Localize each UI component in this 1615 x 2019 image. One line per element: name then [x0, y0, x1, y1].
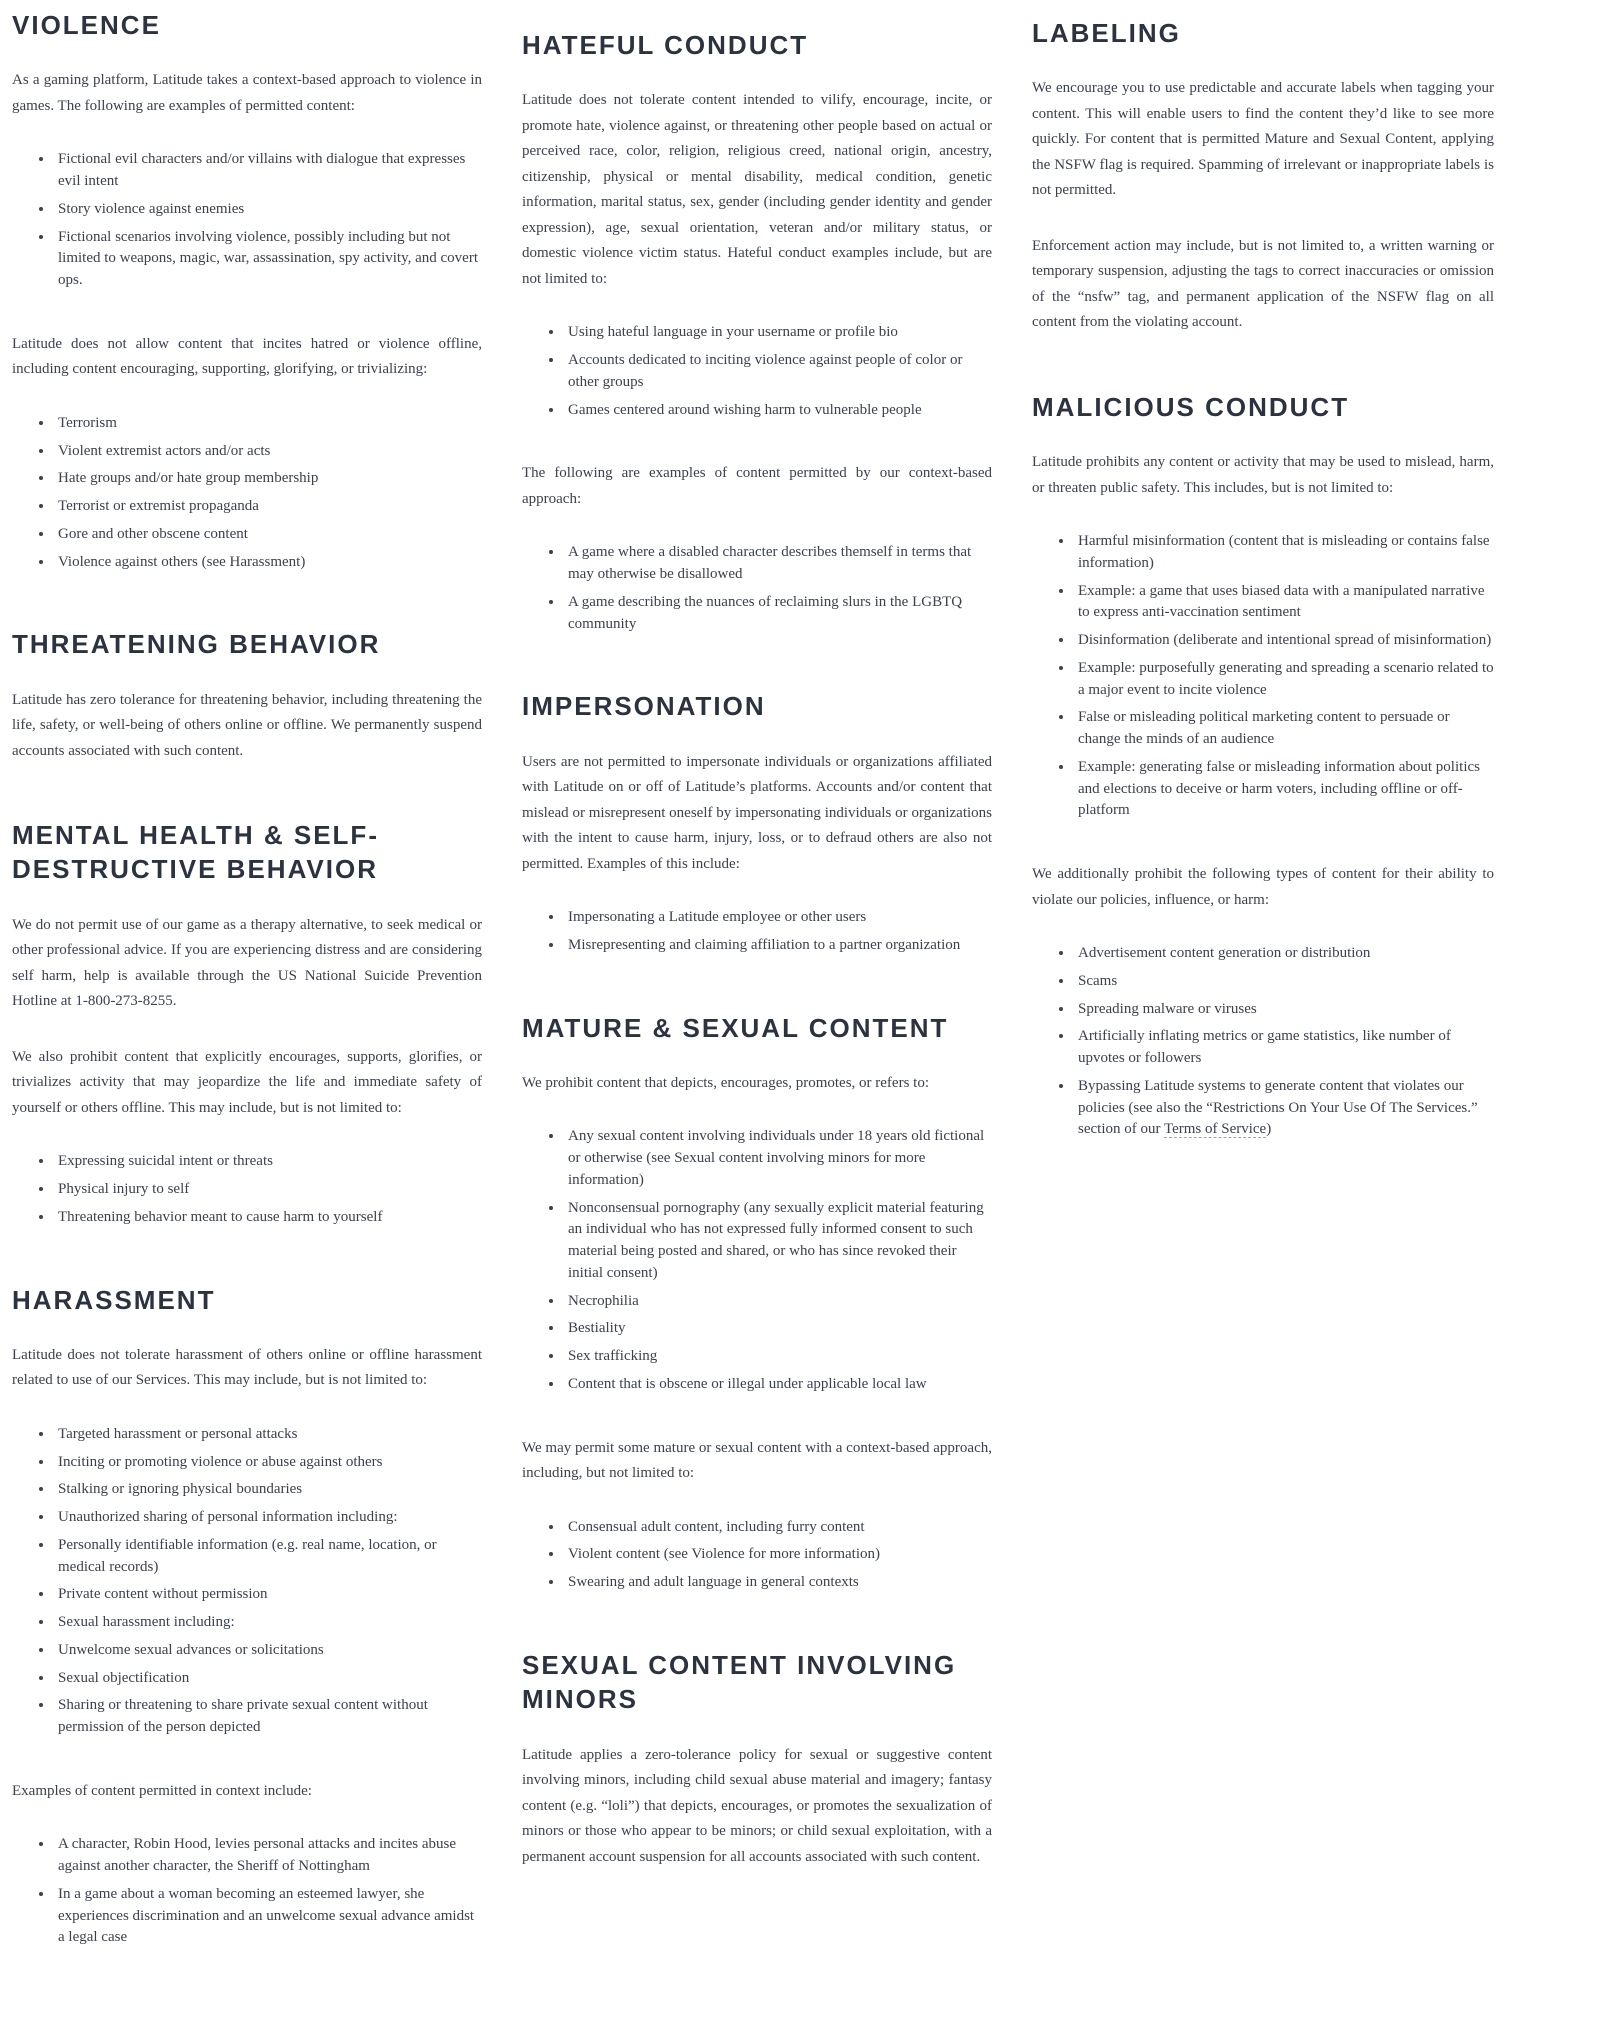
paragraph: Latitude has zero tolerance for threatening behavior, including threatening the life, safety, or well-being of others online or offline. We permanently suspend accounts associated with such content. [12, 691, 482, 759]
bullet-list [1032, 943, 1494, 1141]
bullet-item: • Example: purposefully generating and spreading a scenario related to a major event to incite violence [1074, 658, 1494, 702]
bullet-item: • Expressing suicidal intent or threats [54, 1151, 482, 1173]
bullet-list [1032, 531, 1494, 822]
bullet-item: • Spreading malware or viruses [1074, 999, 1494, 1021]
paragraph: Latitude does not tolerate harassment of others online or offline harassment related to use of our Services. This may include, but is not limited to: [12, 1346, 482, 1389]
bullet-item: • Any sexual content involving individuals under 18 years old fictional or otherwise (see Sexual content involving minors for more information) [564, 1126, 992, 1191]
bullet-list [522, 542, 992, 635]
paragraph: Latitude applies a zero-tolerance policy for sexual or suggestive content involving minors, including child sexual abuse material and imagery; fantasy content (e.g. “loli”) that depicts, encourages, or promotes the sexualization of minors or those who appear to be minors; or child sexual exploitation, with a permanent account suspension for all accounts associated with such content. [522, 1746, 992, 1865]
bullet-item: • Hate groups and/or hate group membership [54, 468, 482, 490]
paragraph: We do not permit use of our game as a therapy alternative, to seek medical or other professional advice. If you are experiencing distress and are considering self harm, help is available through the US National Suicide Prevention Hotline at 1-800-273-8255. [12, 916, 482, 1010]
paragraph: As a gaming platform, Latitude takes a context-based approach to violence in games. The following are examples of permitted content: [12, 72, 482, 114]
bullet-list [12, 1834, 482, 1949]
section-heading: MENTAL HEALTH & SELF-DESTRUCTIVE BEHAVIOR [12, 820, 379, 885]
paragraph: Latitude does not allow content that incites hatred or violence offline, including content encouraging, supporting, glorifying, or trivializing: [12, 335, 482, 378]
bullet-list [522, 322, 992, 421]
paragraph: The following are examples of content permitted by our context-based approach: [522, 465, 992, 507]
bullet-item: • Necrophilia [564, 1291, 992, 1313]
bullet-list [522, 1126, 992, 1395]
bullet-item: • Using hateful language in your username or profile bio [564, 322, 992, 344]
bullet-item: • Threatening behavior meant to cause harm to yourself [54, 1207, 482, 1229]
paragraph: Enforcement action may include, but is not limited to, a written warning or temporary suspension, adjusting the tags to correct inaccuracies or omission of the “nsfw” tag, and permanent application of the NSFW flag on all content from the violating account. [1032, 237, 1494, 331]
bullet-item: • Bestiality [564, 1318, 992, 1340]
bullet-item: • Swearing and adult language in general contexts [564, 1572, 992, 1594]
terms-of-service-link[interactable]: Terms of Service [1163, 1121, 1267, 1138]
bullet-item: • Content that is obscene or illegal under applicable local law [564, 1374, 992, 1396]
bullet-item: • Violent extremist actors and/or acts [54, 441, 482, 463]
bullet-item: • Sexual harassment including: [54, 1612, 482, 1634]
paragraph: Examples of content permitted in context include: [12, 1782, 312, 1799]
bullet-item: • Accounts dedicated to inciting violence against people of color or other groups [564, 350, 992, 394]
bullet-item: • A game describing the nuances of reclaiming slurs in the LGBTQ community [564, 592, 992, 636]
bullet-item: • Disinformation (deliberate and intentional spread of misinformation) [1074, 630, 1494, 652]
paragraph: We also prohibit content that explicitly encourages, supports, glorifies, or trivializes activity that may jeopardize the life and immediate safety of yourself or others offline. This may include, but is not limited to: [12, 1048, 482, 1116]
section-heading: MATURE & SEXUAL CONTENT [522, 1012, 949, 1043]
bullet-item: • Physical injury to self [54, 1179, 482, 1201]
paragraph: We prohibit content that depicts, encourages, promotes, or refers to: [522, 1074, 929, 1091]
bullet-item: • In a game about a woman becoming an esteemed lawyer, she experiences discrimination and an unwelcome sexual advance amidst a legal case [54, 1884, 482, 1949]
column-left [12, 8, 482, 1989]
bullet-item: • Harmful misinformation (content that is misleading or contains false information) [1074, 531, 1494, 575]
bullet-item: • A game where a disabled character describes themself in terms that may otherwise be disallowed [564, 542, 992, 586]
bullet-item: • Stalking or ignoring physical boundaries [54, 1479, 482, 1501]
bullet-item: • Story violence against enemies [54, 199, 482, 221]
bullet-item: • Unauthorized sharing of personal information including: [54, 1507, 482, 1529]
paragraph: Users are not permitted to impersonate individuals or organizations affiliated with Latitude on or off of Latitude’s platforms. Accounts and/or content that mislead or misrepresent oneself by impersonating individuals or organizations with the intent to cause harm, injury, loss, or to defraud others are also not permitted. Examples of this include: [522, 753, 992, 872]
bullet-item: • Private content without permission [54, 1584, 482, 1606]
bullet-item: • Example: a game that uses biased data with a manipulated narrative to express anti-vaccination sentiment [1074, 581, 1494, 625]
bullet-list [522, 907, 992, 957]
bullet-item: • Violent content (see Violence for more information) [564, 1544, 992, 1566]
bullet-item: • Sexual objectification [54, 1668, 482, 1690]
bullet-list [12, 1151, 482, 1228]
section-heading: MALICIOUS CONDUCT [1032, 391, 1350, 422]
bullet-item: • A character, Robin Hood, levies personal attacks and incites abuse against another character, the Sheriff of Nottingham [54, 1834, 482, 1878]
bullet-item: • Violence against others (see Harassment) [54, 552, 482, 574]
bullet-text: Bypassing Latitude systems to generate content that violates our policies (see also the “Restrictions On Your Use Of The Services.” section of our [1078, 1077, 1478, 1138]
column-middle [522, 8, 992, 1989]
bullet-item: • False or misleading political marketing content to persuade or change the minds of an audience [1074, 707, 1494, 751]
bullet-item: • Misrepresenting and claiming affiliation to a partner organization [564, 935, 992, 957]
bullet-item: • Consensual adult content, including furry content [564, 1517, 992, 1539]
bullet-list [12, 1424, 482, 1739]
bullet-item: • Personally identifiable information (e.g. real name, location, or medical records) [54, 1535, 482, 1579]
bullet-item: • Example: generating false or misleading information about politics and elections to deceive or harm voters, including offline or off-platform [1074, 757, 1494, 822]
section-heading: LABELING [1032, 18, 1181, 48]
bullet-item [1074, 1076, 1494, 1141]
bullet-item: • Terrorism [54, 413, 482, 435]
paragraph: We encourage you to use predictable and accurate labels when tagging your content. This will enable users to find the content they’d like to see more quickly. For content that is permitted Mature and Sexual Content, applying the NSFW flag is required. Spamming of irrelevant or inappropriate labels is not permitted. [1032, 80, 1494, 199]
paragraph: We additionally prohibit the following types of content for their ability to violate our policies, influence, or harm: [1032, 866, 1494, 908]
bullet-item: • Artificially inflating metrics or game statistics, like number of upvotes or followers [1074, 1026, 1494, 1070]
section-heading: VIOLENCE [12, 10, 161, 40]
bullet-list [12, 413, 482, 574]
paragraph: We may permit some mature or sexual content with a context-based approach, including, but not limited to: [522, 1439, 992, 1482]
bullet-list [522, 1517, 992, 1594]
section-heading: HARASSMENT [12, 1284, 216, 1315]
bullet-item: • Scams [1074, 971, 1494, 993]
bullet-item: • Impersonating a Latitude employee or other users [564, 907, 992, 929]
bullet-item: • Advertisement content generation or distribution [1074, 943, 1494, 965]
bullet-item: • Fictional evil characters and/or villains with dialogue that expresses evil intent [54, 149, 482, 193]
paragraph: Latitude prohibits any content or activity that may be used to mislead, harm, or threaten public safety. This includes, but is not limited to: [1032, 454, 1494, 496]
bullet-item: • Inciting or promoting violence or abuse against others [54, 1452, 482, 1474]
paragraph: Latitude does not tolerate content intended to vilify, encourage, incite, or promote hate, violence against, or threatening other people based on actual or perceived race, color, religion, religious creed, national origin, ancestry, citizenship, physical or mental disability, medical condition, genetic information, marital status, sex, gender (including gender identity and gender expression), age, sexual orientation, veteran and/or military status, or domestic violence victim status. Hateful conduct examples include, but are not limited to: [522, 92, 992, 287]
section-heading: THREATENING BEHAVIOR [12, 629, 381, 660]
bullet-item: • Fictional scenarios involving violence, possibly including but not limited to weapons, magic, war, assassination, spy activity, and covert ops. [54, 227, 482, 292]
bullet-item: • Sex trafficking [564, 1346, 992, 1368]
bullet-item: • Nonconsensual pornography (any sexually explicit material featuring an individual who has not expressed fully informed consent to such material being posted and shared, or who has since revoked their initial consent) [564, 1198, 992, 1285]
section-heading: SEXUAL CONTENT INVOLVING MINORS [522, 1649, 957, 1715]
bullet-item: • Unwelcome sexual advances or solicitations [54, 1640, 482, 1662]
bullet-item: • Targeted harassment or personal attacks [54, 1424, 482, 1446]
bullet-item: • Sharing or threatening to share private sexual content without permission of the person depicted [54, 1695, 482, 1739]
section-heading: IMPERSONATION [522, 691, 766, 722]
bullet-item: • Terrorist or extremist propaganda [54, 496, 482, 518]
bullet-text: ) [1266, 1121, 1272, 1138]
section-heading: HATEFUL CONDUCT [522, 30, 809, 60]
bullet-list [12, 149, 482, 292]
column-right [1032, 8, 1494, 1989]
bullet-item: • Gore and other obscene content [54, 524, 482, 546]
bullet-item: • Games centered around wishing harm to vulnerable people [564, 400, 992, 422]
